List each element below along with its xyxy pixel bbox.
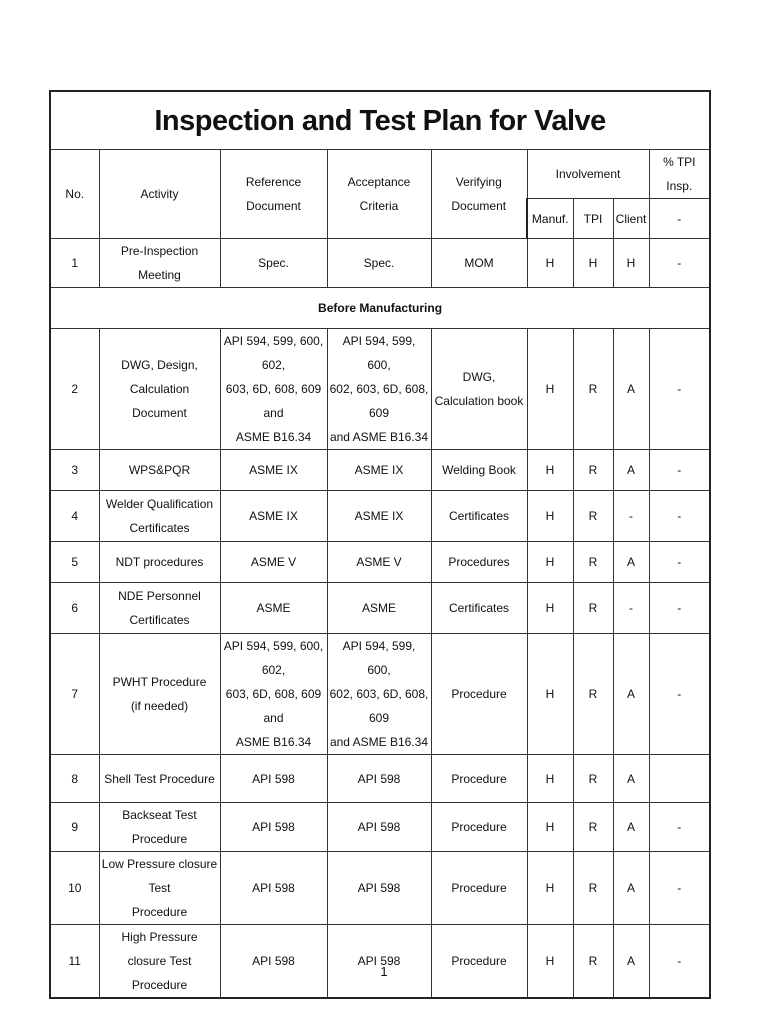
- header-tpi-insp-value: -: [649, 199, 710, 239]
- row-reference-document: [220, 852, 327, 925]
- row-number: 6: [50, 583, 99, 634]
- row-verifying-document-line: Procedure: [451, 954, 507, 968]
- row-number: 3: [50, 450, 99, 491]
- row-client: A: [613, 803, 649, 852]
- row-activity-line: Welder Qualification: [105, 497, 214, 511]
- row-reference-document-line: 603, 6D, 608, 609 and: [225, 687, 322, 725]
- row-reference-document-line: API 594, 599, 600, 602,: [223, 334, 324, 372]
- header-reference-document: Reference Document: [220, 150, 327, 239]
- row-acceptance-criteria-line: Spec.: [363, 256, 395, 270]
- row-reference-document-line: API 594, 599, 600, 602,: [223, 639, 324, 677]
- row-client: A: [613, 450, 649, 491]
- row-verifying-document: [431, 755, 527, 803]
- row-tpi-insp: -: [649, 925, 710, 999]
- table-row: [50, 755, 710, 803]
- row-number: 11: [50, 925, 99, 999]
- itp-table: [49, 90, 711, 999]
- row-manuf: H: [527, 634, 573, 755]
- row-acceptance-criteria: [327, 852, 431, 925]
- document-title: Inspection and Test Plan for Valve: [50, 91, 710, 150]
- row-activity: [99, 583, 220, 634]
- row-acceptance-criteria: [327, 239, 431, 288]
- row-acceptance-criteria: [327, 329, 431, 450]
- row-reference-document-line: ASME V: [250, 555, 297, 569]
- row-tpi: R: [573, 583, 613, 634]
- header-client: Client: [613, 199, 649, 239]
- row-verifying-document: [431, 925, 527, 999]
- row-tpi: R: [573, 634, 613, 755]
- row-activity-line: NDE Personnel: [118, 589, 201, 603]
- row-acceptance-criteria-line: API 594, 599, 600,: [342, 334, 416, 372]
- row-tpi-insp: -: [649, 450, 710, 491]
- row-acceptance-criteria: [327, 634, 431, 755]
- row-verifying-document-line: DWG,: [462, 370, 496, 384]
- row-activity-line: Certificates: [129, 521, 190, 535]
- row-activity-line: Calculation Document: [129, 382, 190, 420]
- row-reference-document-line: ASME IX: [249, 463, 298, 477]
- row-tpi: R: [573, 542, 613, 583]
- table-row: [50, 542, 710, 583]
- row-activity-line: Backseat Test Procedure: [122, 808, 197, 846]
- row-verifying-document: [431, 803, 527, 852]
- row-activity: [99, 329, 220, 450]
- row-acceptance-criteria-line: ASME IX: [354, 509, 404, 523]
- header-manuf: Manuf.: [527, 199, 573, 239]
- row-reference-document: [220, 803, 327, 852]
- header-tpi: TPI: [573, 199, 613, 239]
- row-client: A: [613, 329, 649, 450]
- row-activity: [99, 634, 220, 755]
- row-verifying-document: [431, 634, 527, 755]
- row-acceptance-criteria: [327, 542, 431, 583]
- row-tpi-insp: -: [649, 491, 710, 542]
- row-reference-document-line: API 598: [252, 954, 295, 968]
- table-row: [50, 925, 710, 999]
- row-activity-line: High Pressure closure Test: [121, 930, 198, 968]
- row-reference-document-line: API 598: [252, 771, 295, 786]
- row-manuf: H: [527, 542, 573, 583]
- row-verifying-document-line: Procedure: [451, 881, 507, 895]
- row-tpi-insp: -: [649, 852, 710, 925]
- row-manuf: H: [527, 239, 573, 288]
- row-reference-document-line: ASME IX: [249, 509, 298, 523]
- row-reference-document-line: API 598: [252, 820, 295, 834]
- row-tpi-insp: -: [649, 634, 710, 755]
- row-activity-line: Certificates: [129, 613, 190, 627]
- header-activity: Activity: [99, 150, 220, 239]
- row-activity: [99, 491, 220, 542]
- row-verifying-document: [431, 239, 527, 288]
- row-verifying-document-line: Certificates: [448, 601, 510, 615]
- table-row: [50, 329, 710, 450]
- row-number: 7: [50, 634, 99, 755]
- row-tpi: R: [573, 803, 613, 852]
- row-activity: [99, 542, 220, 583]
- row-manuf: H: [527, 583, 573, 634]
- row-manuf: H: [527, 803, 573, 852]
- row-reference-document-line: ASME B16.34: [235, 735, 312, 749]
- header-tpi-insp: % TPI Insp.: [649, 150, 710, 199]
- header-acceptance-criteria: Acceptance Criteria: [327, 150, 431, 239]
- row-manuf: H: [527, 925, 573, 999]
- row-tpi-insp: -: [649, 583, 710, 634]
- row-activity-line: (if needed): [130, 699, 189, 713]
- row-acceptance-criteria-line: API 594, 599, 600,: [342, 639, 416, 677]
- row-acceptance-criteria: [327, 450, 431, 491]
- row-reference-document: [220, 450, 327, 491]
- row-tpi: R: [573, 491, 613, 542]
- row-manuf: H: [527, 852, 573, 925]
- row-client: -: [613, 583, 649, 634]
- row-reference-document: [220, 239, 327, 288]
- row-verifying-document-line: Welding Book: [442, 463, 516, 477]
- row-acceptance-criteria: [327, 925, 431, 999]
- row-verifying-document: [431, 450, 527, 491]
- row-reference-document: [220, 755, 327, 803]
- row-number: 5: [50, 542, 99, 583]
- row-reference-document: [220, 329, 327, 450]
- row-tpi: R: [573, 450, 613, 491]
- row-verifying-document-line: Procedure: [451, 687, 507, 701]
- row-client: -: [613, 491, 649, 542]
- header-no: No.: [50, 150, 99, 239]
- table-row: [50, 634, 710, 755]
- header-involvement: Involvement: [527, 150, 649, 199]
- row-client: A: [613, 542, 649, 583]
- row-reference-document-line: ASME B16.34: [235, 430, 312, 444]
- row-acceptance-criteria: [327, 803, 431, 852]
- row-activity-line: Procedure: [131, 905, 188, 919]
- row-reference-document: [220, 583, 327, 634]
- row-activity: [99, 925, 220, 999]
- row-verifying-document-line: Procedures: [448, 555, 510, 569]
- row-verifying-document: [431, 491, 527, 542]
- row-tpi: R: [573, 925, 613, 999]
- row-activity: [99, 852, 220, 925]
- row-number: 1: [50, 239, 99, 288]
- row-reference-document-line: ASME: [256, 601, 291, 615]
- row-reference-document: [220, 542, 327, 583]
- row-tpi-insp: -: [649, 329, 710, 450]
- row-activity: [99, 755, 220, 803]
- row-number: 9: [50, 803, 99, 852]
- row-activity-line: PWHT Procedure: [112, 675, 207, 689]
- row-reference-document-line: API 598: [252, 881, 295, 895]
- row-tpi: R: [573, 852, 613, 925]
- row-acceptance-criteria: [327, 583, 431, 634]
- row-client: A: [613, 925, 649, 999]
- row-acceptance-criteria-line: and ASME B16.34: [329, 735, 429, 749]
- row-tpi-insp: [649, 755, 710, 803]
- row-verifying-document: [431, 542, 527, 583]
- header-verifying-document: Verifying Document: [431, 150, 527, 239]
- row-acceptance-criteria-line: ASME V: [356, 555, 402, 569]
- row-verifying-document: [431, 583, 527, 634]
- section-row: [50, 288, 710, 329]
- row-manuf: H: [527, 450, 573, 491]
- row-activity-line: Shell Test Procedure: [104, 771, 215, 786]
- table-row: [50, 491, 710, 542]
- row-activity-line: Low Pressure closure Test: [101, 857, 218, 895]
- row-tpi-insp: -: [649, 803, 710, 852]
- table-row: [50, 803, 710, 852]
- itp-sheet: [49, 90, 709, 999]
- row-number: 4: [50, 491, 99, 542]
- row-verifying-document-line: Procedure: [451, 771, 507, 786]
- row-tpi-insp: -: [649, 239, 710, 288]
- row-verifying-document-line: MOM: [464, 256, 494, 270]
- row-manuf: H: [527, 755, 573, 803]
- row-reference-document: [220, 491, 327, 542]
- row-verifying-document-line: Calculation book: [434, 394, 524, 408]
- row-activity-line: NDT procedures: [115, 555, 204, 569]
- row-acceptance-criteria-line: ASME: [361, 601, 396, 615]
- row-verifying-document-line: Procedure: [451, 820, 507, 834]
- row-activity-line: Pre-Inspection Meeting: [120, 244, 199, 282]
- row-client: A: [613, 755, 649, 803]
- row-verifying-document: [431, 329, 527, 450]
- row-verifying-document: [431, 852, 527, 925]
- row-client: A: [613, 852, 649, 925]
- row-activity-line: DWG, Design,: [121, 358, 198, 372]
- row-acceptance-criteria: [327, 755, 431, 803]
- row-verifying-document-line: Certificates: [448, 509, 510, 523]
- row-number: 2: [50, 329, 99, 450]
- row-acceptance-criteria-line: ASME IX: [354, 463, 404, 477]
- row-number: 8: [50, 755, 99, 803]
- row-acceptance-criteria: [327, 491, 431, 542]
- row-reference-document-line: 603, 6D, 608, 609 and: [225, 382, 322, 420]
- row-acceptance-criteria-line: API 598: [357, 820, 401, 834]
- page-number: 1: [380, 964, 388, 979]
- row-reference-document: [220, 925, 327, 999]
- row-tpi-insp: -: [649, 542, 710, 583]
- row-acceptance-criteria-line: API 598: [357, 881, 401, 895]
- row-acceptance-criteria-line: API 598: [357, 771, 401, 786]
- table-row: [50, 583, 710, 634]
- section-before-manufacturing: Before Manufacturing: [50, 288, 710, 329]
- row-acceptance-criteria-line: API 598: [357, 954, 401, 968]
- row-activity-line: WPS&PQR: [128, 463, 191, 477]
- row-tpi: R: [573, 329, 613, 450]
- row-acceptance-criteria-line: 602, 603, 6D, 608, 609: [329, 382, 429, 420]
- row-acceptance-criteria-line: and ASME B16.34: [329, 430, 429, 444]
- row-client: H: [613, 239, 649, 288]
- row-tpi: H: [573, 239, 613, 288]
- row-activity: [99, 239, 220, 288]
- row-reference-document: [220, 634, 327, 755]
- row-tpi: R: [573, 755, 613, 803]
- row-number: 10: [50, 852, 99, 925]
- table-row: [50, 450, 710, 491]
- table-row: [50, 239, 710, 288]
- row-activity: [99, 803, 220, 852]
- row-manuf: H: [527, 491, 573, 542]
- row-acceptance-criteria-line: 602, 603, 6D, 608, 609: [329, 687, 429, 725]
- row-activity: [99, 450, 220, 491]
- row-client: A: [613, 634, 649, 755]
- table-row: [50, 852, 710, 925]
- row-manuf: H: [527, 329, 573, 450]
- row-activity-line: Procedure: [131, 978, 188, 992]
- row-reference-document-line: Spec.: [258, 256, 289, 270]
